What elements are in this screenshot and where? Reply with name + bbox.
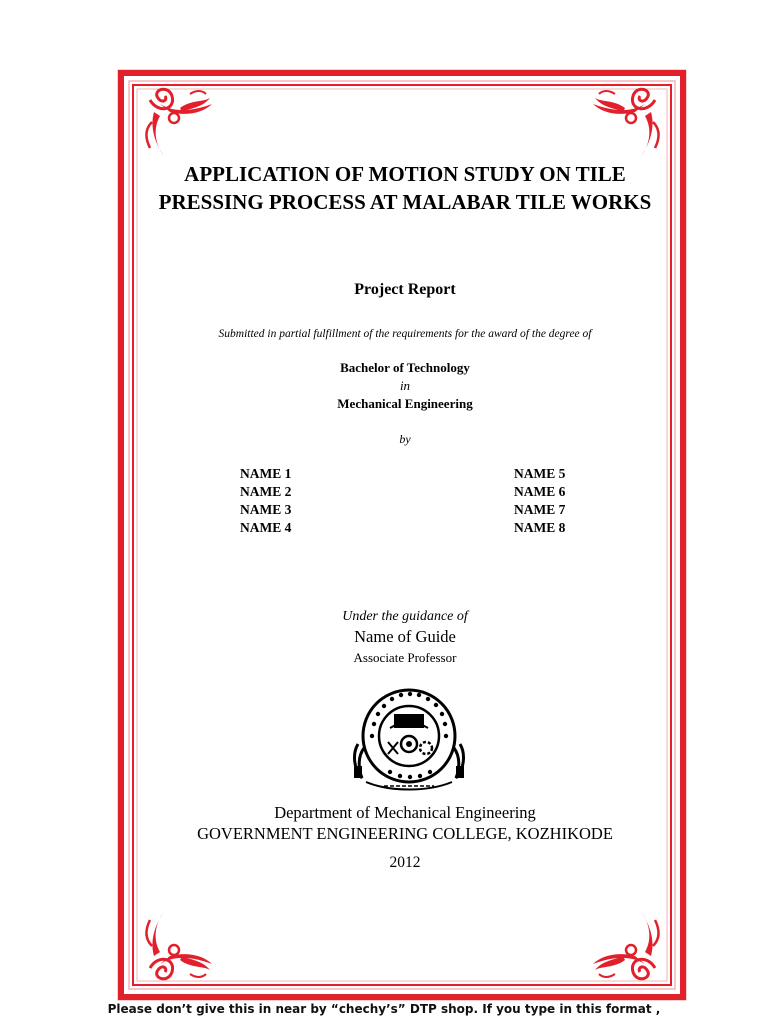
report-type: Project Report — [354, 281, 456, 298]
report-year: 2012 — [389, 854, 421, 871]
department-name: Department of Mechanical Engineering — [274, 803, 536, 822]
corner-ornament-icon — [147, 89, 213, 156]
department-block — [100, 802, 710, 844]
student-name: NAME 4 — [240, 520, 292, 535]
guidance-label: Under the guidance of — [342, 609, 468, 624]
college-seal-icon — [350, 684, 468, 794]
student-name: NAME 5 — [514, 466, 566, 481]
report-title: APPLICATION OF MOTION STUDY ON TILE PRESSING PROCESS AT MALABAR TILE WORKS — [158, 162, 652, 214]
submission-statement: Submitted in partial fulfillment of the requirements for the award of the degree of — [218, 328, 592, 340]
degree-name: Bachelor of Technology — [340, 360, 470, 375]
student-name: NAME 8 — [514, 520, 566, 535]
footer-note: Please don’t give this in near by “chechy’s” DTP shop. If you type in this format , — [107, 1002, 661, 1016]
corner-ornament-icon — [593, 89, 659, 156]
corner-ornament-icon — [593, 912, 659, 979]
student-names-right — [514, 465, 565, 537]
student-name: NAME 2 — [240, 484, 292, 499]
student-names-left — [240, 465, 291, 537]
guidance-block — [130, 607, 680, 667]
guide-name: Name of Guide — [354, 627, 456, 646]
by-label: by — [399, 432, 411, 446]
student-name: NAME 6 — [514, 484, 566, 499]
branch-name: Mechanical Engineering — [337, 396, 473, 411]
student-name: NAME 3 — [240, 502, 292, 517]
corner-ornament-icon — [147, 912, 213, 979]
degree-block — [130, 359, 680, 413]
student-name: NAME 1 — [240, 466, 292, 481]
college-name: GOVERNMENT ENGINEERING COLLEGE, KOZHIKODE — [197, 824, 613, 843]
guide-designation: Associate Professor — [353, 650, 457, 665]
student-name: NAME 7 — [514, 502, 566, 517]
degree-conjunction: in — [399, 378, 411, 393]
